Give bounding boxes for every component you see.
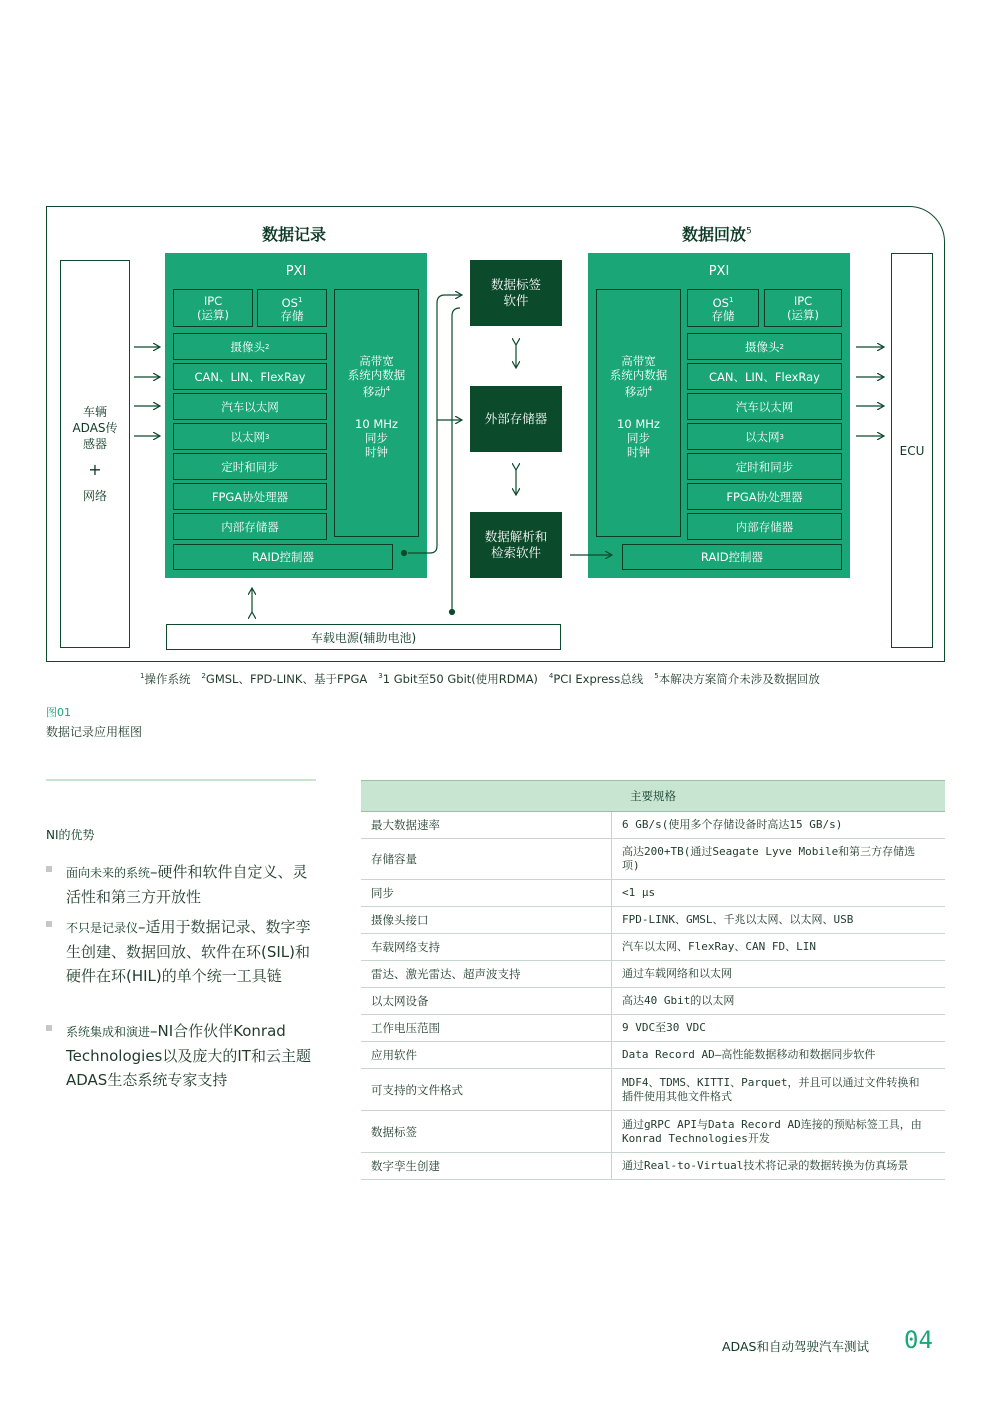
- advantages-heading: NI的优势: [46, 828, 95, 842]
- table-row: 存储容量 高达200+TB(通过Seagate Lyve Mobile和第三方存储选项): [361, 839, 945, 880]
- table-row: 摄像头接口 FPD-LINK、GMSL、千兆以太网、以太网、USB: [361, 907, 945, 934]
- pb-fpga-box: FPGA协处理器: [687, 483, 842, 510]
- table-row: 雷达、激光雷达、超声波支持 通过车载网络和以太网: [361, 961, 945, 988]
- raid-to-tagging-arrow: [408, 295, 462, 553]
- bullet-icon: [46, 866, 52, 872]
- rec-ethernet-box: 以太网 3: [173, 423, 327, 450]
- network-label: 网络: [82, 489, 107, 503]
- pb-ethernet-box: 以太网 3: [687, 423, 842, 450]
- rec-raid-box: RAID控制器: [173, 544, 393, 570]
- table-row: 应用软件 Data Record AD—高性能数据移动和数据同步软件: [361, 1042, 945, 1069]
- page-number: 04: [904, 1326, 933, 1354]
- sensor-label: 感器: [82, 437, 107, 451]
- rec-bandwidth-box: 高带宽 系统内数据 移动$^4$ 10 MHz 同步 时钟: [334, 289, 419, 537]
- footer-title: ADAS和自动驾驶汽车测试: [722, 1339, 869, 1354]
- diagram-arrows: [0, 0, 992, 700]
- external-storage-box: 外部存储器: [470, 386, 562, 452]
- pb-auto-ethernet-box: 汽车以太网: [687, 393, 842, 420]
- table-row: 数字孪生创建 通过Real-to-Virtual技术将记录的数据转换为仿真场景: [361, 1153, 945, 1180]
- table-row: 车载网络支持 汽车以太网、FlexRay、CAN FD、LIN: [361, 934, 945, 961]
- rec-os-box: $OS^1$ 存储: [257, 289, 327, 327]
- spec-table: [361, 780, 945, 1180]
- recording-title: 数据记录: [262, 225, 327, 244]
- bullet-icon: [46, 921, 52, 927]
- table-row: 数据标签 通过gRPC API与Data Record AD连接的预贴标签工具，由Konrad Technologies开发: [361, 1111, 945, 1153]
- table-row: 同步 <1 μs: [361, 880, 945, 907]
- bullet-icon: [46, 1025, 52, 1031]
- tagging-software-box: 数据标签 软件: [470, 260, 562, 326]
- ecu-label: ECU: [899, 443, 925, 458]
- adas-label: ADAS传: [72, 421, 118, 435]
- rec-timing-box: 定时和同步: [173, 453, 327, 480]
- table-row: 以太网设备 高达40 Gbit的以太网: [361, 988, 945, 1015]
- power-connector: [452, 308, 460, 612]
- table-row: 最大数据速率 6 GB/s(使用多个存储设备时高达15 GB/s): [361, 812, 945, 839]
- vehicle-label: 车辆: [82, 405, 107, 419]
- plus-sign: +: [88, 460, 102, 479]
- rec-camera-box: 摄像头 2: [173, 333, 327, 360]
- rec-auto-ethernet-box: 汽车以太网: [173, 393, 327, 420]
- pb-bandwidth-box: 高带宽 系统内数据 移动$^4$ 10 MHz 同步 时钟: [596, 289, 681, 537]
- pb-timing-box: 定时和同步: [687, 453, 842, 480]
- recording-pxi-label: PXI: [285, 264, 307, 279]
- pb-os-box: $OS^1$ 存储: [687, 289, 759, 327]
- figure-caption: 数据记录应用框图: [46, 725, 143, 739]
- pb-ipc-box: IPC (运算): [764, 289, 842, 327]
- pb-internal-storage-box: 内部存储器: [687, 513, 842, 540]
- rec-fpga-box: FPGA协处理器: [173, 483, 327, 510]
- rec-ipc-box: IPC (运算): [173, 289, 253, 327]
- figure-number: 图01: [46, 706, 71, 719]
- playback-title: 数据回放$^5$: [682, 225, 752, 244]
- playback-pxi-label: PXI: [708, 264, 730, 279]
- pb-can-box: CAN、LIN、FlexRay: [687, 363, 842, 390]
- section-divider: [46, 779, 316, 781]
- footnotes: $^1$操作系统 $^2$GMSL、FPD-LINK、基于FPGA $^3$1 Gbit至50 Gbit(使用RDMA) $^4$PCI Express总线 $^5$本解决方案简介未涉及数据回放: [140, 672, 820, 686]
- table-row: 可支持的文件格式 MDF4、TDMS、KITTI、Parquet，并且可以通过文件转换和插件使用其他文件格式: [361, 1069, 945, 1111]
- rec-can-box: CAN、LIN、FlexRay: [173, 363, 327, 390]
- rec-internal-storage-box: 内部存储器: [173, 513, 327, 540]
- pb-raid-box: RAID控制器: [622, 544, 842, 570]
- pb-camera-box: 摄像头 2: [687, 333, 842, 360]
- parsing-software-box: 数据解析和 检索软件: [470, 512, 562, 578]
- spec-table-header: 主要规格: [361, 780, 945, 812]
- vehicle-power-box: 车载电源(辅助电池): [166, 624, 561, 650]
- table-row: 工作电压范围 9 VDC至30 VDC: [361, 1015, 945, 1042]
